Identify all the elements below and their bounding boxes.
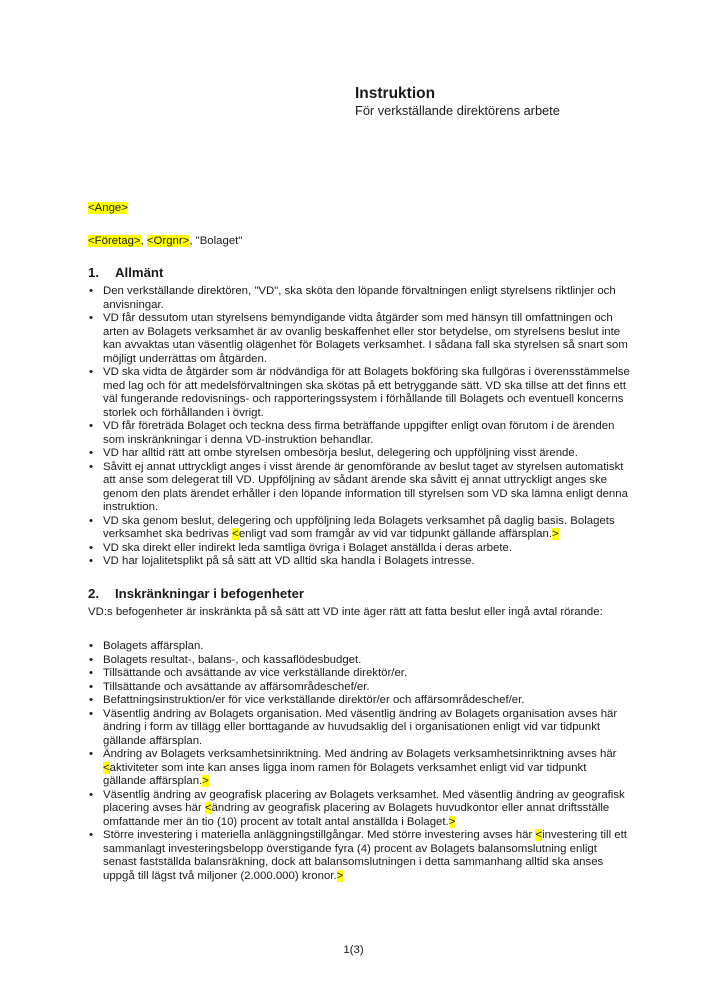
section-heading (88, 264, 630, 281)
placeholder-highlight: <Ange> (88, 202, 128, 214)
section-heading (88, 585, 630, 602)
bullet-item (88, 515, 630, 542)
placeholder-highlight: < (535, 829, 543, 841)
section-title: Inskränkningar i befogenheter (115, 585, 305, 601)
text-run: Väsentlig ändring av geografisk placering av Bolagets verksamhet. Med väsentlig ändring av geografisk placering avses här (103, 788, 625, 814)
text-run: VD har lojalitetsplikt på så sätt att VD alltid ska handla i Bolagets intresse. (103, 555, 475, 567)
text-run: Bolagets resultat-, balans-, och kassaflödesbudget. (103, 653, 362, 666)
text-run: Större investering i materiella anläggningstillgångar. Med större investering avses här (103, 829, 536, 841)
title-block (355, 84, 560, 119)
text-run: Tillsättande och avsättande av vice verkställande direktör/er. (103, 667, 408, 679)
text-run: Den verkställande direktören, "VD", ska sköta den löpande förvaltningen enligt styrelsens riktlinjer och anvisningar. (103, 285, 616, 311)
bullet-item (88, 640, 630, 654)
section-number: 1. (88, 265, 99, 280)
text-run: Såvitt ej annat uttryckligt anges i visst ärende är genomförande av beslut taget av styrelsen automatiskt att anse som delegerat till VD. Uppföljning av sådant ärende ska såvitt ej annat uttryckligt anges ske genom den plats ärendet erhåller i den löpande information till styrelsen som VD ska lämna enligt denna instruktion. (103, 460, 628, 513)
text-run: Bolagets affärsplan. (103, 640, 204, 652)
text-run: Tillsättande och avsättande av affärsområdeschef/er. (103, 680, 370, 693)
placeholder-highlight: > (336, 869, 344, 882)
placeholder-highlight: <Företag> (88, 234, 141, 247)
section-title: Allmänt (115, 265, 164, 280)
bullet-list (88, 640, 630, 883)
bullet-item (88, 681, 630, 695)
text-run: Befattningsinstruktion/er för vice verkställande direktör/er och affärsområdeschef/er. (103, 694, 525, 706)
text-run: enligt vad som framgår av vid var tidpunkt gällande affärsplan. (238, 528, 553, 540)
text-run: ändring av geografisk placering av Bolagets huvudkontor eller annat driftsställe omfattande mer än tio (10) procent av totalt antal anställda i Bolaget. (103, 802, 610, 828)
section-2 (88, 585, 630, 884)
bullet-item (88, 654, 630, 668)
bullet-item (88, 447, 630, 461)
section-intro: VD:s befogenheter är inskränkta på så sätt att VD inte äger rätt att fatta beslut eller ingå avtal rörande: (88, 605, 603, 618)
page-number: 1(3) (343, 944, 364, 956)
text-run: aktiviteter som inte kan anses ligga inom ramen för Bolagets verksamhet enligt vid var tidpunkt gällande affärsplan. (103, 761, 587, 787)
text-run: investering till ett sammanlagt investeringsbelopp överstigande fyra (4) procent av Bolagets balansomslutning enligt senast fastställda balansräkning, dock att balansomslutningen i detta sammanhang alltid ska anses uppgå till lägst två miljoner (2.000.000) kronor. (103, 829, 627, 882)
section-1 (88, 264, 630, 569)
document-subtitle: För verkställande direktörens arbete (355, 103, 560, 118)
bullet-item (88, 748, 630, 789)
bullet-list (88, 285, 630, 569)
placeholder-highlight: < (204, 802, 212, 814)
sections (88, 264, 630, 883)
bullet-item (88, 694, 630, 708)
text-run: Väsentlig ändring av Bolagets organisation. Med väsentlig ändring av Bolagets organisation avses här ändring i form av tillägg eller borttagande av huvudsaklig del i organisationen enligt vid var tidpunkt gällande affärsplan. (103, 707, 618, 747)
text-run: Ändring av Bolagets verksamhetsinriktning. Med ändring av Bolagets verksamhetsinriktning avses här (103, 748, 617, 760)
document-title: Instruktion (355, 85, 436, 102)
bullet-item (88, 829, 630, 883)
placeholder-highlight: < (103, 761, 110, 774)
bullet-item (88, 708, 630, 749)
bullet-item (88, 366, 630, 420)
text-run: VD har alltid rätt att ombe styrelsen ombesörja beslut, delegering och uppföljning visst ärende. (103, 447, 578, 459)
text-run: VD ska direkt eller indirekt leda samtliga övriga i Bolaget anställda i deras arbete. (103, 541, 513, 554)
text-run: VD får företräda Bolaget och teckna dess firma beträffande uppgifter enligt ovan förutom i de ärenden som inskränkningar i denna VD-instruktion behandlar. (103, 420, 615, 446)
text-run: , "Bolaget" (189, 234, 243, 247)
company-line (88, 235, 630, 249)
bullet-item (88, 789, 630, 830)
section-number: 2. (88, 585, 99, 601)
placeholder-highlight: < (232, 528, 239, 540)
text-run: VD ska vidta de åtgärder som är nödvändiga för att Bolagets bokföring ska fullgöras i överensstämmelse med lag och för att medelsförvaltningen ska skötas på ett betryggande sätt. VD ska tillse att det finns ett väl fungerande redovisnings- och rapporteringssystem i förhållande till Bolagets och eventuell koncerns storlek och förhållanden i övrigt. (103, 366, 630, 419)
bullet-item (88, 461, 630, 515)
text-run: VD får dessutom utan styrelsens bemyndigande vidta åtgärder som med hänsyn till omfattningen och arten av Bolagets verksamhet är av ovanlig beskaffenhet eller stor betydelse, om styrelsens beslut inte kan avvaktas utan väsentlig olägenhet för Bolagets verksamhet. I sådana fall ska styrelsen så snart som möjligt underrättas om åtgärden. (103, 312, 628, 365)
bullet-item (88, 542, 630, 556)
bullet-item (88, 555, 630, 569)
bullet-item (88, 667, 630, 681)
bullet-item (88, 285, 630, 312)
placeholder-highlight: > (202, 775, 209, 787)
placeholder-highlight: <Orgnr> (146, 234, 190, 247)
document-body (88, 202, 630, 883)
placeholder-highlight: > (448, 815, 456, 828)
text-run: , (140, 234, 147, 247)
bullet-item (88, 312, 630, 366)
text-run: VD ska genom beslut, delegering och uppföljning leda Bolagets verksamhet på daglig basis. Bolagets verksamhet ska bedrivas (103, 514, 615, 540)
ange-placeholder-line (88, 202, 630, 216)
placeholder-highlight: > (552, 528, 559, 540)
bullet-item (88, 420, 630, 447)
